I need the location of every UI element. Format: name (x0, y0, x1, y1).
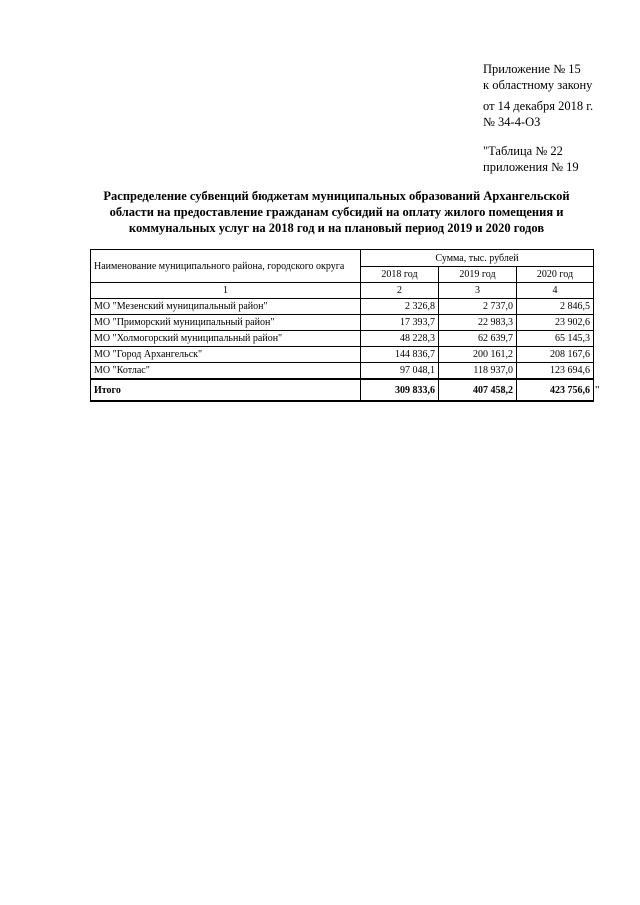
column-number: 3 (439, 283, 517, 299)
municipality-name: МО "Мезенский муниципальный район" (91, 299, 361, 315)
column-header-2020: 2020 год (517, 267, 594, 283)
total-2019: 407 458,2 (439, 379, 517, 401)
subvention-table (90, 249, 594, 402)
municipality-name: МО "Приморский муниципальный район" (91, 315, 361, 331)
table-row (91, 315, 594, 331)
column-number: 4 (517, 283, 594, 299)
law-date: от 14 декабря 2018 г. (483, 99, 594, 113)
table-header-row (91, 250, 594, 267)
value-2019: 118 937,0 (439, 363, 517, 380)
appendix-law-ref: к областному закону (483, 78, 593, 92)
value-2020: 23 902,6 (517, 315, 594, 331)
value-2018: 97 048,1 (361, 363, 439, 380)
municipality-name: МО "Котлас" (91, 363, 361, 380)
table-row (91, 347, 594, 363)
column-header-2019: 2019 год (439, 267, 517, 283)
value-2020: 208 167,6 (517, 347, 594, 363)
document-title: Распределение субвенций бюджетам муниципальных образований Архангельской области на предоставление гражданам субсидий на оплату жилого помещения и коммунальных услуг на 2018 год и на плановый период 2019 и 2020 годов (103, 189, 570, 235)
table-row (91, 363, 594, 380)
municipality-name: МО "Холмогорский муниципальный район" (91, 331, 361, 347)
value-2018: 144 836,7 (361, 347, 439, 363)
table-number: "Таблица № 22 (483, 144, 563, 158)
value-2018: 17 393,7 (361, 315, 439, 331)
table-row (91, 299, 594, 315)
law-number: № 34-4-ОЗ (483, 115, 541, 129)
value-2019: 2 737,0 (439, 299, 517, 315)
column-number: 2 (361, 283, 439, 299)
total-label: Итого (91, 379, 361, 401)
column-number: 1 (91, 283, 361, 299)
table-appendix-ref: приложения № 19 (483, 160, 579, 174)
appendix-number: Приложение № 15 (483, 62, 581, 76)
total-2018: 309 833,6 (361, 379, 439, 401)
value-2019: 62 639,7 (439, 331, 517, 347)
value-2018: 2 326,8 (361, 299, 439, 315)
column-header-name: Наименование муниципального района, городского округа (91, 250, 361, 283)
value-2019: 22 983,3 (439, 315, 517, 331)
table-row (91, 331, 594, 347)
column-header-2018: 2018 год (361, 267, 439, 283)
column-header-sum: Сумма, тыс. рублей (361, 250, 594, 267)
closing-quote: " (595, 384, 600, 396)
municipality-name: МО "Город Архангельск" (91, 347, 361, 363)
value-2019: 200 161,2 (439, 347, 517, 363)
column-number-row (91, 283, 594, 299)
value-2020: 2 846,5 (517, 299, 594, 315)
value-2020: 65 145,3 (517, 331, 594, 347)
total-row (91, 379, 594, 401)
value-2020: 123 694,6 (517, 363, 594, 380)
value-2018: 48 228,3 (361, 331, 439, 347)
total-2020: 423 756,6 (517, 379, 594, 401)
